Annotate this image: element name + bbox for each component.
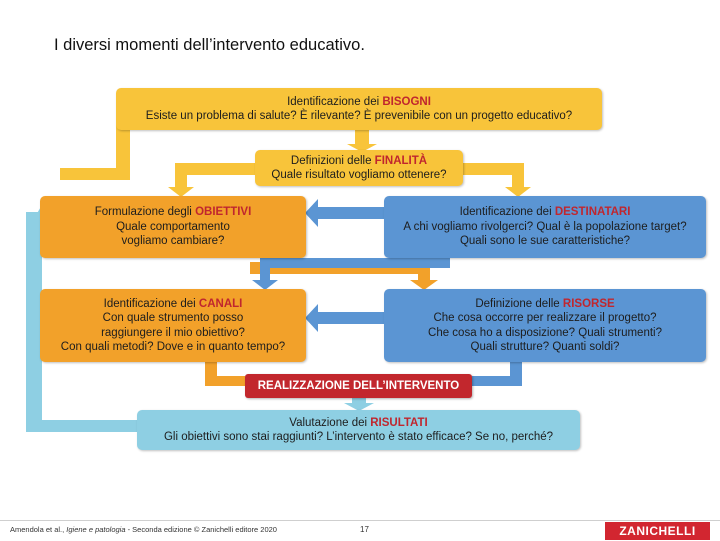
footer-credit: Amendola et al., Igiene e patologia - Seconda edizione © Zanichelli editore 2020 [10, 525, 277, 534]
box-risultati [137, 410, 580, 450]
box-finalita [255, 150, 463, 186]
arrow-canali-realizzazione [205, 362, 245, 386]
risultati-title: Valutazione dei RISULTATI [289, 416, 428, 429]
canali-line3: Con quali metodi? Dove e in quanto tempo? [60, 340, 286, 353]
finalita-title: Definizioni delle FINALITÀ [290, 154, 428, 167]
arrow-bisogni-finalita [347, 130, 377, 152]
arrow-risorse-canali [305, 304, 384, 332]
arrow-finalita-destinatari [462, 163, 531, 197]
box-obiettivi [40, 196, 306, 258]
arrow-destinatari-obiettivi [305, 199, 384, 227]
box-canali [40, 289, 306, 362]
destinatari-line2: Quali sono le sue caratteristiche? [459, 235, 631, 248]
box-destinatari [384, 196, 706, 258]
box-risorse [384, 289, 706, 362]
destinatari-title: Identificazione dei DESTINATARI [459, 206, 631, 219]
risultati-text: Gli obiettivi sono stai raggiunti? L’intervento è stato efficace? Se no, perché? [163, 431, 554, 443]
obiettivi-title: Formulazione degli OBIETTIVI [94, 206, 252, 219]
bisogni-title: Identificazione dei BISOGNI [287, 95, 431, 108]
box-bisogni [116, 88, 602, 130]
canali-title: Identificazione dei CANALI [103, 297, 243, 310]
page-number: 17 [360, 525, 369, 534]
canali-line1: Con quale strumento posso [102, 312, 244, 325]
arrow-risorse-realizzazione [472, 362, 522, 386]
arrow-finalita-obiettivi [168, 163, 258, 197]
destinatari-line1: A chi vogliamo rivolgerci? Qual è la popolazione target? [403, 220, 687, 233]
box-realizzazione: REALIZZAZIONE DELL’INTERVENTO [245, 374, 472, 398]
risorse-line2: Che cosa ho a disposizione? Quali strumenti? [428, 326, 662, 339]
risorse-line1: Che cosa occorre per realizzare il progetto? [433, 312, 657, 325]
obiettivi-line1: Quale comportamento [116, 220, 230, 233]
risorse-line3: Quali strutture? Quanti soldi? [470, 340, 620, 353]
page-title: I diversi momenti dell’intervento educativo. [54, 36, 365, 54]
obiettivi-line2: vogliamo cambiare? [121, 235, 225, 248]
canali-line2: raggiungere il mio obiettivo? [101, 326, 245, 339]
finalita-text: Quale risultato vogliamo ottenere? [271, 169, 447, 181]
bisogni-text: Esiste un problema di salute? È rilevante? È prevenibile con un progetto educativo? [145, 110, 573, 122]
zanichelli-logo: ZANICHELLI [605, 522, 710, 540]
risorse-title: Definizione delle RISORSE [475, 297, 615, 310]
